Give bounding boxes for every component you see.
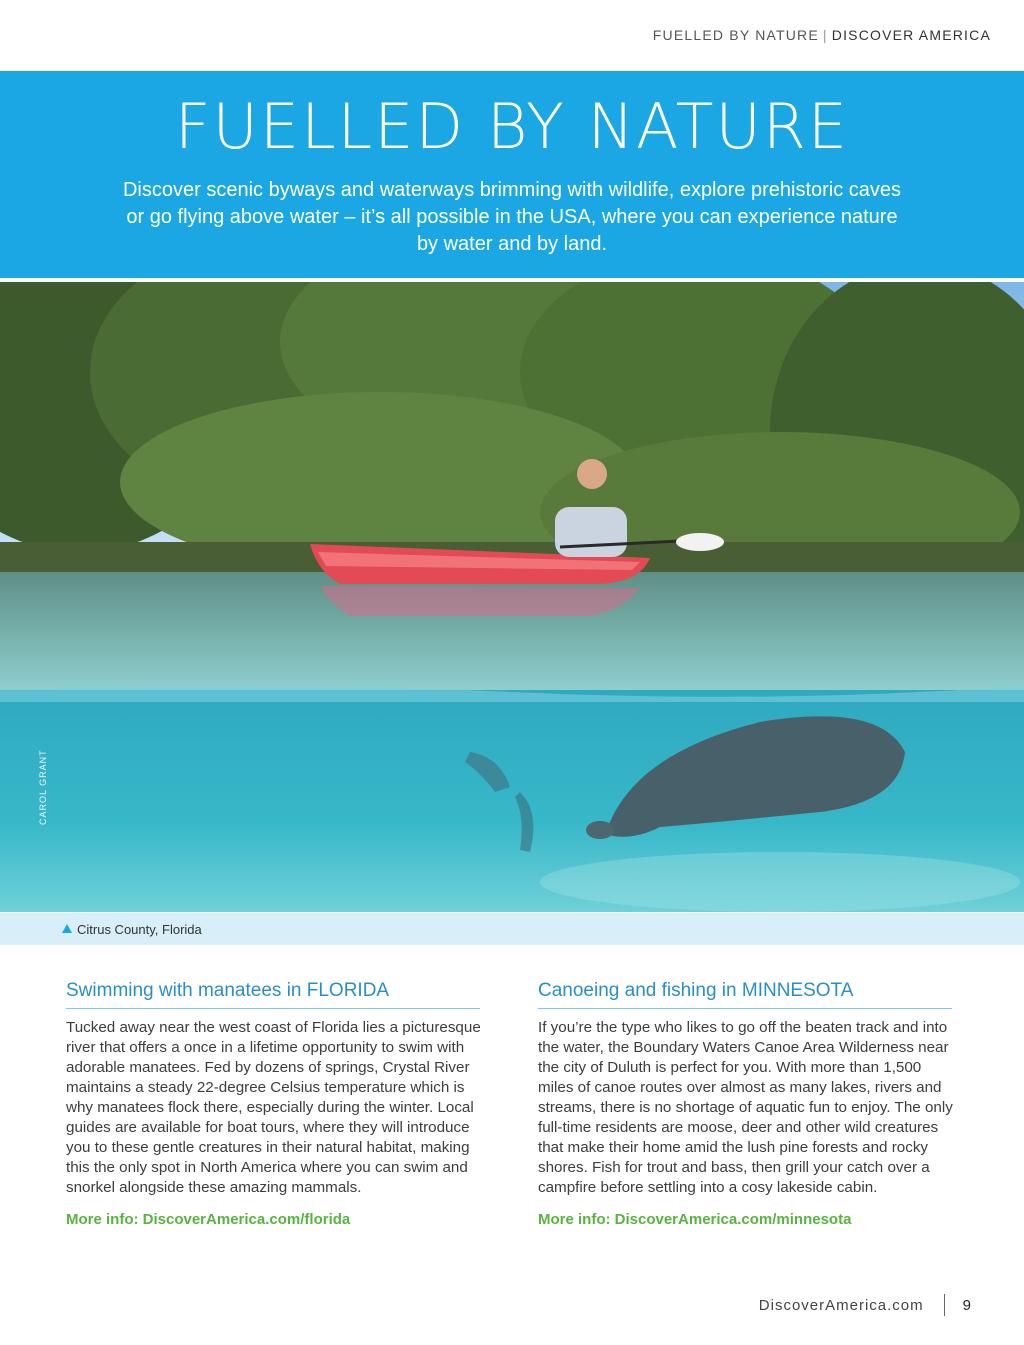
page-footer	[759, 1294, 972, 1316]
article-heading: Swimming with manatees in FLORIDA	[66, 980, 480, 1009]
kayak-manatee-photo	[0, 282, 1024, 912]
article-florida	[66, 980, 494, 1228]
hero-intro: Discover scenic byways and waterways brimming with wildlife, explore prehistoric caves or go flying above water – it’s all possible in the USA, where you can experience nature by water and by land.	[122, 179, 902, 255]
page-title: FUELLED BY NATURE	[174, 90, 850, 163]
article-minnesota	[538, 980, 958, 1228]
running-head-publication: DISCOVER AMERICA	[831, 27, 991, 43]
more-info-link-minnesota[interactable]: More info: DiscoverAmerica.com/minnesota	[538, 1211, 852, 1228]
article-heading: Canoeing and fishing in MINNESOTA	[538, 980, 952, 1009]
photo-credit: CAROL GRANT	[38, 749, 48, 825]
page-number: 9	[962, 1296, 972, 1314]
photo-caption: Citrus County, Florida	[77, 922, 202, 937]
photo-caption-bar	[0, 913, 1024, 945]
photo-illustration	[0, 282, 1024, 912]
article-body: Tucked away near the west coast of Florida lies a picturesque river that offers a once in a lifetime opportunity to swim with adorable manatees. Fed by dozens of springs, Crystal River maintains a steady 22-degree Celsius temperature which is why manatees flock there, especially during the winter. Local guides are available for boat tours, where they will introduce you to these gentle creatures in their natural habitat, making this the only spot in North America where you can swim and snorkel alongside these amazing mammals.	[66, 1019, 481, 1196]
running-head-separator: |	[822, 27, 828, 43]
running-head	[653, 27, 991, 43]
footer-divider	[944, 1294, 945, 1316]
running-head-section: FUELLED BY NATURE	[652, 27, 819, 43]
triangle-icon	[62, 924, 72, 933]
footer-site: DiscoverAmerica.com	[758, 1296, 924, 1314]
hero-banner	[0, 71, 1024, 278]
article-body: If you’re the type who likes to go off the beaten track and into the water, the Boundary Waters Canoe Area Wilderness near the city of Duluth is perfect for you. With more than 1,500 miles of canoe routes over almost as many lakes, rivers and streams, there is no shortage of aquatic fun to enjoy. The only full-time residents are moose, deer and other wild creatures that make their home amid the lush pine forests and rocky shores. Fish for trout and bass, then grill your catch over a campfire before settling into a cosy lakeside cabin.	[538, 1019, 953, 1196]
more-info-link-florida[interactable]: More info: DiscoverAmerica.com/florida	[66, 1211, 351, 1228]
